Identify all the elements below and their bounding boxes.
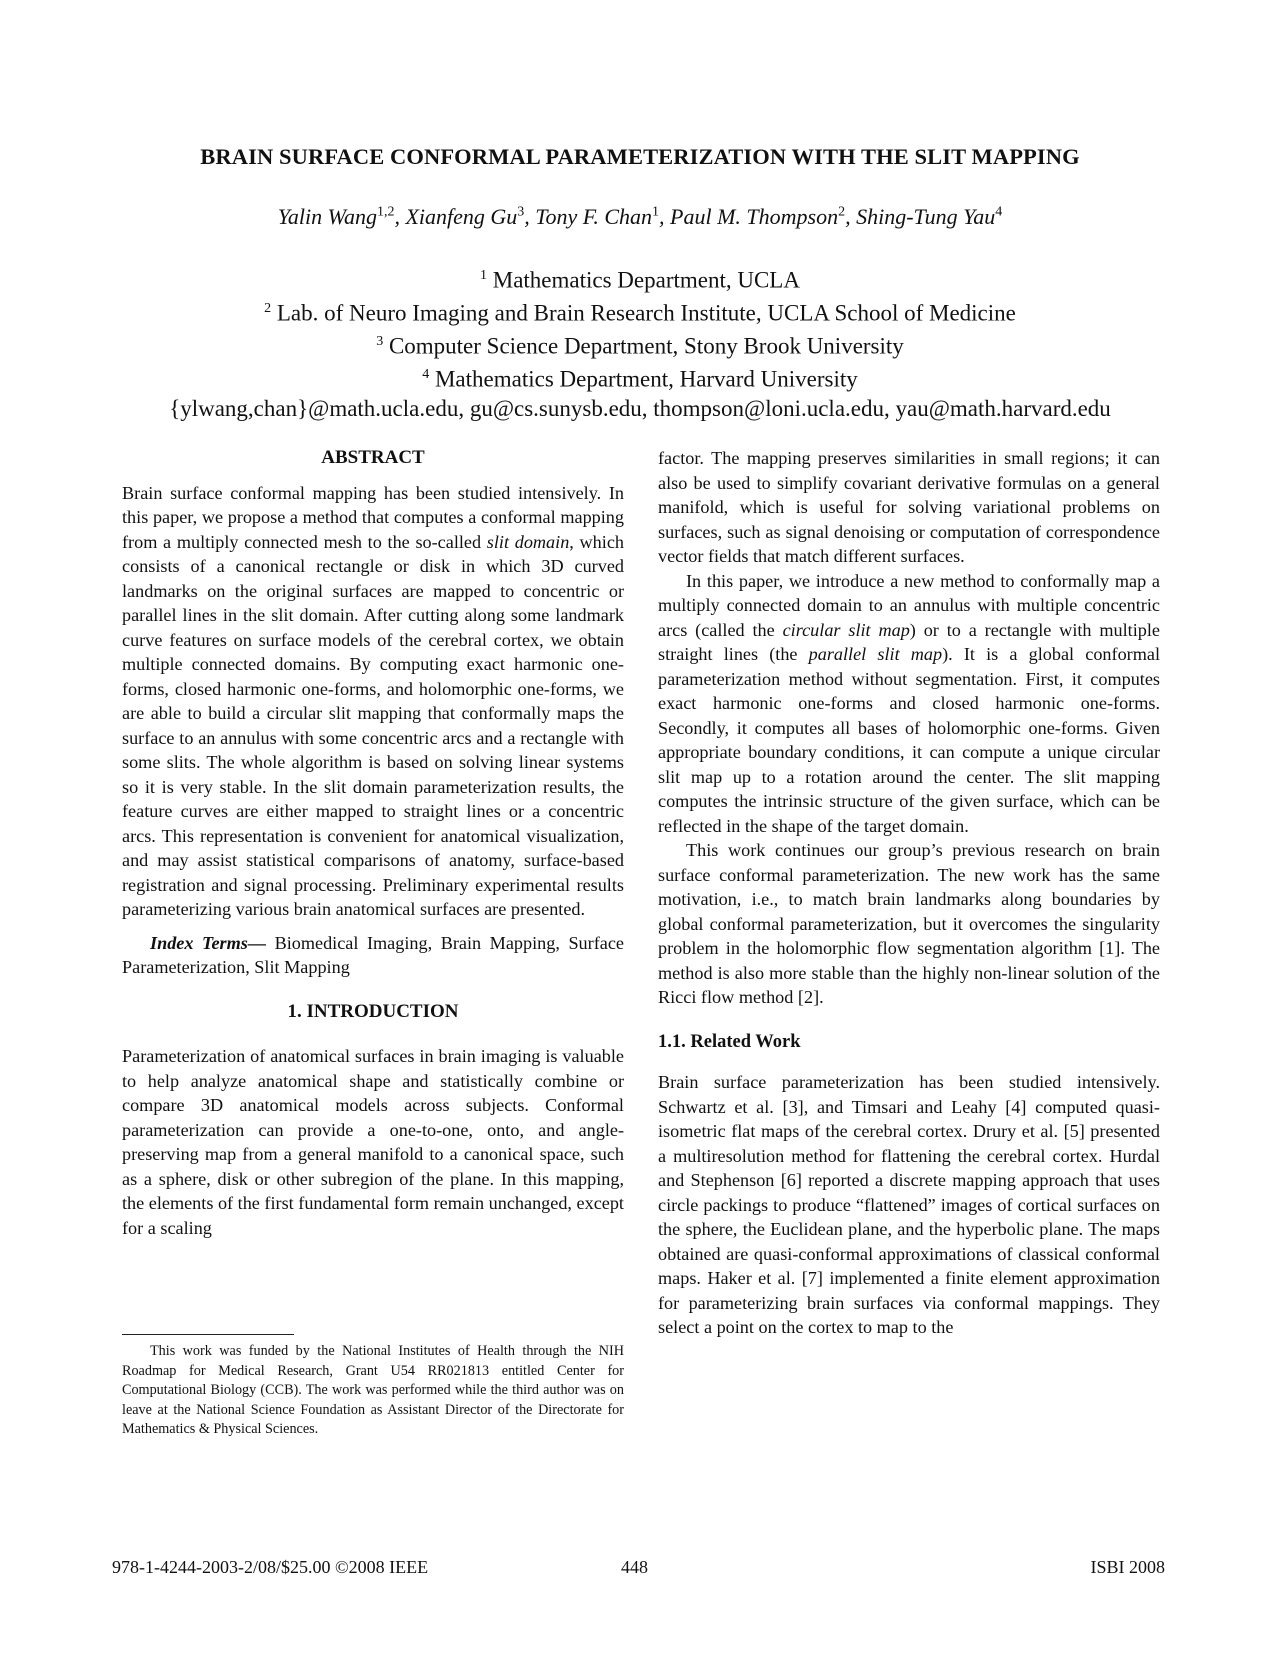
footer-venue: ISBI 2008: [1090, 1557, 1165, 1577]
author: Tony F. Chan$^1$,: [535, 204, 671, 229]
right-column: [658, 446, 1160, 1340]
introduction-text: Parameterization of anatomical surfaces in brain imaging is valuable to help analyze anatomical shape and statistically combine or compare 3D anatomical models across subjects. Conformal parameterization can provide a one-to-one, onto, and angle-preserving map from a general manifold to a canonical space, such as a sphere, disk or other subregion of the plane. In this mapping, the elements of the first fundamental form remain unchanged, except for a scaling: [122, 1046, 624, 1238]
paper-title: BRAIN SURFACE CONFORMAL PARAMETERIZATION WITH THE SLIT MAPPING: [200, 144, 1080, 169]
author-emails: {ylwang,chan}@math.ucla.edu, gu@cs.sunysb.edu, thompson@loni.ucla.edu, yau@math.harvard.edu: [169, 395, 1111, 421]
index-terms: Index Terms— Biomedical Imaging, Brain Mapping, Surface Parameterization, Slit Mapping: [122, 932, 624, 977]
paragraph: In this paper, we introduce a new method to conformally map a multiply connected domain to an annulus with multiple concentric arcs (called the circular slit map) or to a rectangle with multiple straight lines (the parallel slit map). It is a global conformal parameterization method without segmentation. First, it computes exact harmonic one-forms and closed harmonic one-forms. Secondly, it computes all bases of holomorphic one-forms. Given appropriate boundary conditions, it can compute a unique circular slit map up to a rotation around the center. The slit mapping computes the intrinsic structure of the given surface, which can be reflected in the shape of the target domain.: [658, 570, 1160, 836]
affiliation: $^4$ Mathematics Department, Harvard University: [422, 367, 858, 393]
paragraph: factor. The mapping preserves similarities in small regions; it can also be used to simplify covariant derivative formulas on a general manifold, which is useful for solving variational problems on surfaces, such as signal denoising or computation of correspondence vector fields that match different surfaces.: [658, 448, 1160, 566]
related-work-heading: 1.1. Related Work: [658, 1031, 801, 1052]
introduction-heading: 1. INTRODUCTION: [287, 1000, 459, 1022]
affiliation-block: [0, 262, 1280, 423]
author: Yalin Wang$^{1,2}$,: [277, 204, 406, 229]
abstract-heading: ABSTRACT: [321, 447, 425, 468]
author: Xianfeng Gu$^3$,: [405, 204, 536, 229]
affiliation: $^1$ Mathematics Department, UCLA: [480, 267, 800, 293]
footnote-divider: [122, 1334, 294, 1335]
left-column: [122, 446, 624, 1240]
author: Shing-Tung Yau$^4$: [856, 204, 1003, 229]
footnote: This work was funded by the National Institutes of Health through the NIH Roadmap for Medical Research, Grant U54 RR021813 entitled Center for Computational Biology (CCB). The work was performed while the third author was on leave at the National Science Foundation as Assistant Director of the Directorate for Mathematics & Physical Sciences.: [122, 1343, 624, 1437]
author: Paul M. Thompson$^2$,: [670, 204, 857, 229]
affiliation: $^2$ Lab. of Neuro Imaging and Brain Research Institute, UCLA School of Medicine: [264, 300, 1016, 326]
abstract-text: Brain surface conformal mapping has been studied intensively. In this paper, we propose a method that computes a conformal mapping from a multiply connected mesh to the so-called slit domain, which consists of a canonical rectangle or disk in which 3D curved landmarks on the original surfaces are mapped to concentric or parallel lines in the slit domain. After cutting along some landmark curve features on surface models of the cerebral cortex, we obtain multiple connected domains. By computing exact harmonic one-forms, closed harmonic one-forms, and holomorphic one-forms, we are able to build a circular slit mapping that conformally maps the surface to an annulus with some concentric arcs and a rectangle with some slits. The whole algorithm is based on solving linear systems so it is very stable. In the slit domain parameterization results, the feature curves are either mapped to straight lines or a concentric arcs. This representation is convenient for anatomical visualization, and may assist statistical comparisons of anatomy, surface-based registration and signal processing. Preliminary experimental results parameterizing various brain anatomical surfaces are presented.: [122, 482, 624, 919]
paragraph: This work continues our group’s previous research on brain surface conformal parameterization. The new work has the same motivation, i.e., to match brain landmarks along boundaries by global conformal parameterization, but it overcomes the singularity problem in the holomorphic flow segmentation algorithm [1]. The method is also more stable than the highly non-linear solution of the Ricci flow method [2].: [658, 840, 1160, 1007]
affiliation: $^3$ Computer Science Department, Stony Brook University: [376, 333, 904, 359]
related-work-text: Brain surface parameterization has been studied intensively. Schwartz et al. [3], and Timsari and Leahy [4] computed quasi-isometric flat maps of the cerebral cortex. Drury et al. [5] presented a multiresolution method for flattening the cerebral cortex. Hurdal and Stephenson [6] reported a discrete mapping approach that uses circle packings to produce “flattened” images of cortical surfaces on the sphere, the Euclidean plane, and the hyperbolic plane. The maps obtained are quasi-conformal approximations of classical conformal maps. Haker et al. [7] implemented a finite element approximation for parameterizing brain surfaces via conformal mappings. They select a point on the cortex to map to the: [658, 1072, 1160, 1337]
author-list: [0, 204, 1280, 230]
footer-isbn: 978-1-4244-2003-2/08/$25.00 ©2008 IEEE: [112, 1557, 429, 1577]
page-number: 448: [621, 1557, 648, 1577]
